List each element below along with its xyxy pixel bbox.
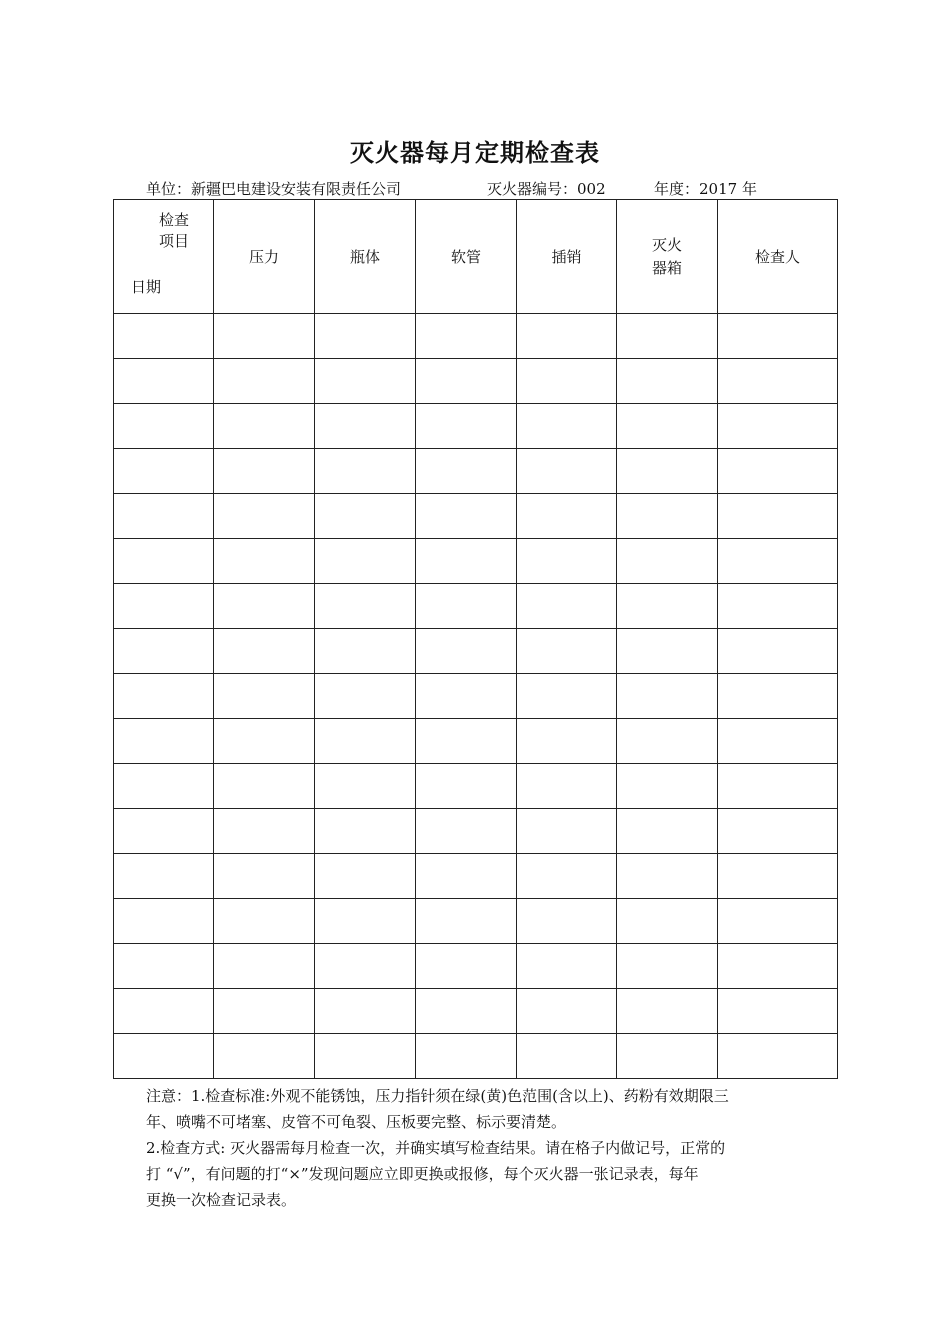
box-cell[interactable] bbox=[617, 314, 718, 359]
date-cell[interactable] bbox=[114, 944, 214, 989]
table-row bbox=[114, 674, 838, 719]
table-row bbox=[114, 539, 838, 584]
inspector-cell[interactable] bbox=[718, 674, 838, 719]
body-cell[interactable] bbox=[315, 674, 416, 719]
pressure-cell[interactable] bbox=[214, 629, 315, 674]
table-row bbox=[114, 359, 838, 404]
inspector-cell[interactable] bbox=[718, 494, 838, 539]
date-cell[interactable] bbox=[114, 359, 214, 404]
date-cell[interactable] bbox=[114, 314, 214, 359]
body-cell[interactable] bbox=[315, 584, 416, 629]
header-box bbox=[617, 200, 718, 314]
date-cell[interactable] bbox=[114, 629, 214, 674]
pressure-cell[interactable] bbox=[214, 314, 315, 359]
box-cell[interactable] bbox=[617, 404, 718, 449]
unit-label: 单位：新疆巴电建设安装有限责任公司 bbox=[146, 180, 402, 198]
inspector-cell[interactable] bbox=[718, 629, 838, 674]
inspector-cell[interactable] bbox=[718, 449, 838, 494]
hose-cell[interactable] bbox=[416, 359, 517, 404]
pressure-cell[interactable] bbox=[214, 809, 315, 854]
box-cell[interactable] bbox=[617, 674, 718, 719]
hose-cell[interactable] bbox=[416, 854, 517, 899]
pressure-cell[interactable] bbox=[214, 494, 315, 539]
inspector-cell[interactable] bbox=[718, 404, 838, 449]
date-cell[interactable] bbox=[114, 539, 214, 584]
header-corner-cell bbox=[114, 200, 214, 314]
inspector-cell[interactable] bbox=[718, 359, 838, 404]
pressure-cell[interactable] bbox=[214, 539, 315, 584]
pin-cell[interactable] bbox=[517, 449, 617, 494]
box-cell[interactable] bbox=[617, 539, 718, 584]
hose-cell[interactable] bbox=[416, 719, 517, 764]
inspector-cell[interactable] bbox=[718, 989, 838, 1034]
hose-cell[interactable] bbox=[416, 989, 517, 1034]
hose-cell[interactable] bbox=[416, 404, 517, 449]
hose-cell[interactable] bbox=[416, 1034, 517, 1079]
pressure-cell[interactable] bbox=[214, 899, 315, 944]
box-cell[interactable] bbox=[617, 899, 718, 944]
inspector-cell[interactable] bbox=[718, 539, 838, 584]
date-cell[interactable] bbox=[114, 989, 214, 1034]
date-cell[interactable] bbox=[114, 899, 214, 944]
corner-item-line1: 检查 bbox=[159, 211, 190, 229]
pin-cell[interactable] bbox=[517, 1034, 617, 1079]
pressure-cell[interactable] bbox=[214, 1034, 315, 1079]
body-cell[interactable] bbox=[315, 314, 416, 359]
box-cell[interactable] bbox=[617, 449, 718, 494]
pressure-cell[interactable] bbox=[214, 674, 315, 719]
body-cell[interactable] bbox=[315, 719, 416, 764]
body-cell[interactable] bbox=[315, 629, 416, 674]
pressure-cell[interactable] bbox=[214, 584, 315, 629]
extinguisher-number: 灭火器编号：002 bbox=[487, 180, 606, 198]
table-row bbox=[114, 314, 838, 359]
table-row bbox=[114, 899, 838, 944]
pin-cell[interactable] bbox=[517, 494, 617, 539]
body-cell[interactable] bbox=[315, 1034, 416, 1079]
pressure-cell[interactable] bbox=[214, 404, 315, 449]
pin-cell[interactable] bbox=[517, 584, 617, 629]
body-cell[interactable] bbox=[315, 899, 416, 944]
date-cell[interactable] bbox=[114, 1034, 214, 1079]
table-row bbox=[114, 854, 838, 899]
hose-cell[interactable] bbox=[416, 809, 517, 854]
pin-cell[interactable] bbox=[517, 899, 617, 944]
pressure-cell[interactable] bbox=[214, 359, 315, 404]
body-cell[interactable] bbox=[315, 449, 416, 494]
pin-cell[interactable] bbox=[517, 944, 617, 989]
header-body: 瓶体 bbox=[315, 200, 416, 314]
hose-cell[interactable] bbox=[416, 494, 517, 539]
header-pressure: 压力 bbox=[214, 200, 315, 314]
hose-cell[interactable] bbox=[416, 449, 517, 494]
box-cell[interactable] bbox=[617, 719, 718, 764]
inspector-cell[interactable] bbox=[718, 854, 838, 899]
date-cell[interactable] bbox=[114, 674, 214, 719]
table-row bbox=[114, 989, 838, 1034]
inspector-cell[interactable] bbox=[718, 899, 838, 944]
hose-cell[interactable] bbox=[416, 539, 517, 584]
table-row bbox=[114, 494, 838, 539]
inspector-cell[interactable] bbox=[718, 584, 838, 629]
box-cell[interactable] bbox=[617, 1034, 718, 1079]
date-cell[interactable] bbox=[114, 719, 214, 764]
box-cell[interactable] bbox=[617, 944, 718, 989]
table-row bbox=[114, 764, 838, 809]
note-line-5: 更换一次检查记录表。 bbox=[146, 1191, 297, 1209]
pin-cell[interactable] bbox=[517, 629, 617, 674]
hose-cell[interactable] bbox=[416, 899, 517, 944]
year-label: 年度：2017 年 bbox=[654, 180, 757, 198]
box-cell[interactable] bbox=[617, 359, 718, 404]
pin-cell[interactable] bbox=[517, 404, 617, 449]
hose-cell[interactable] bbox=[416, 944, 517, 989]
hose-cell[interactable] bbox=[416, 764, 517, 809]
hose-cell[interactable] bbox=[416, 584, 517, 629]
body-cell[interactable] bbox=[315, 989, 416, 1034]
inspector-cell[interactable] bbox=[718, 764, 838, 809]
box-cell[interactable] bbox=[617, 584, 718, 629]
inspector-cell[interactable] bbox=[718, 1034, 838, 1079]
note-line-2: 年、喷嘴不可堵塞、皮管不可龟裂、压板要完整、标示要清楚。 bbox=[146, 1113, 567, 1131]
header-hose: 软管 bbox=[416, 200, 517, 314]
header-corner-item bbox=[159, 210, 189, 252]
inspector-cell[interactable] bbox=[718, 314, 838, 359]
table-header-row bbox=[114, 200, 838, 314]
pin-cell[interactable] bbox=[517, 539, 617, 584]
header-corner-date: 日期 bbox=[131, 278, 162, 296]
hose-cell[interactable] bbox=[416, 674, 517, 719]
page-title: 灭火器每月定期检查表 bbox=[350, 139, 600, 167]
notes bbox=[146, 1083, 810, 1213]
date-cell[interactable] bbox=[114, 404, 214, 449]
hose-cell[interactable] bbox=[416, 629, 517, 674]
pressure-cell[interactable] bbox=[214, 989, 315, 1034]
date-cell[interactable] bbox=[114, 809, 214, 854]
pressure-cell[interactable] bbox=[214, 449, 315, 494]
body-cell[interactable] bbox=[315, 494, 416, 539]
body-cell[interactable] bbox=[315, 764, 416, 809]
table-row bbox=[114, 944, 838, 989]
box-cell[interactable] bbox=[617, 494, 718, 539]
table-row bbox=[114, 719, 838, 764]
table-row bbox=[114, 404, 838, 449]
note-line-1: 注意：1.检查标准:外观不能锈蚀，压力指针须在绿(黄)色范围(含以上)、药粉有效期限三 bbox=[146, 1087, 729, 1105]
body-cell[interactable] bbox=[315, 809, 416, 854]
box-cell[interactable] bbox=[617, 854, 718, 899]
box-cell[interactable] bbox=[617, 629, 718, 674]
box-cell[interactable] bbox=[617, 764, 718, 809]
pin-cell[interactable] bbox=[517, 359, 617, 404]
header-pin: 插销 bbox=[517, 200, 617, 314]
table-row bbox=[114, 809, 838, 854]
pressure-cell[interactable] bbox=[214, 854, 315, 899]
corner-item-line2: 项目 bbox=[159, 232, 190, 250]
box-cell[interactable] bbox=[617, 809, 718, 854]
note-line-4: 打 “√”，有问题的打“×”发现问题应立即更换或报修，每个灭火器一张记录表，每年 bbox=[146, 1165, 699, 1183]
inspector-cell[interactable] bbox=[718, 944, 838, 989]
pressure-cell[interactable] bbox=[214, 719, 315, 764]
table-row bbox=[114, 629, 838, 674]
date-cell[interactable] bbox=[114, 449, 214, 494]
note-line-3: 2.检查方式: 灭火器需每月检查一次，并确实填写检查结果。请在格子内做记号，正常的 bbox=[146, 1139, 726, 1157]
box-cell[interactable] bbox=[617, 989, 718, 1034]
table-row bbox=[114, 449, 838, 494]
pin-cell[interactable] bbox=[517, 854, 617, 899]
pin-cell[interactable] bbox=[517, 719, 617, 764]
pin-cell[interactable] bbox=[517, 989, 617, 1034]
table-row bbox=[114, 584, 838, 629]
pressure-cell[interactable] bbox=[214, 764, 315, 809]
hose-cell[interactable] bbox=[416, 314, 517, 359]
inspection-table bbox=[113, 199, 838, 1079]
date-cell[interactable] bbox=[114, 584, 214, 629]
pin-cell[interactable] bbox=[517, 764, 617, 809]
inspector-cell[interactable] bbox=[718, 809, 838, 854]
date-cell[interactable] bbox=[114, 764, 214, 809]
pressure-cell[interactable] bbox=[214, 944, 315, 989]
date-cell[interactable] bbox=[114, 494, 214, 539]
body-cell[interactable] bbox=[315, 539, 416, 584]
pin-cell[interactable] bbox=[517, 314, 617, 359]
body-cell[interactable] bbox=[315, 404, 416, 449]
header-box-line1: 灭火 bbox=[651, 235, 682, 254]
body-cell[interactable] bbox=[315, 854, 416, 899]
date-cell[interactable] bbox=[114, 854, 214, 899]
pin-cell[interactable] bbox=[517, 809, 617, 854]
header-inspector: 检查人 bbox=[718, 200, 838, 314]
header-box-line2: 器箱 bbox=[651, 258, 682, 277]
table-row bbox=[114, 1034, 838, 1079]
pin-cell[interactable] bbox=[517, 674, 617, 719]
inspector-cell[interactable] bbox=[718, 719, 838, 764]
body-cell[interactable] bbox=[315, 359, 416, 404]
body-cell[interactable] bbox=[315, 944, 416, 989]
